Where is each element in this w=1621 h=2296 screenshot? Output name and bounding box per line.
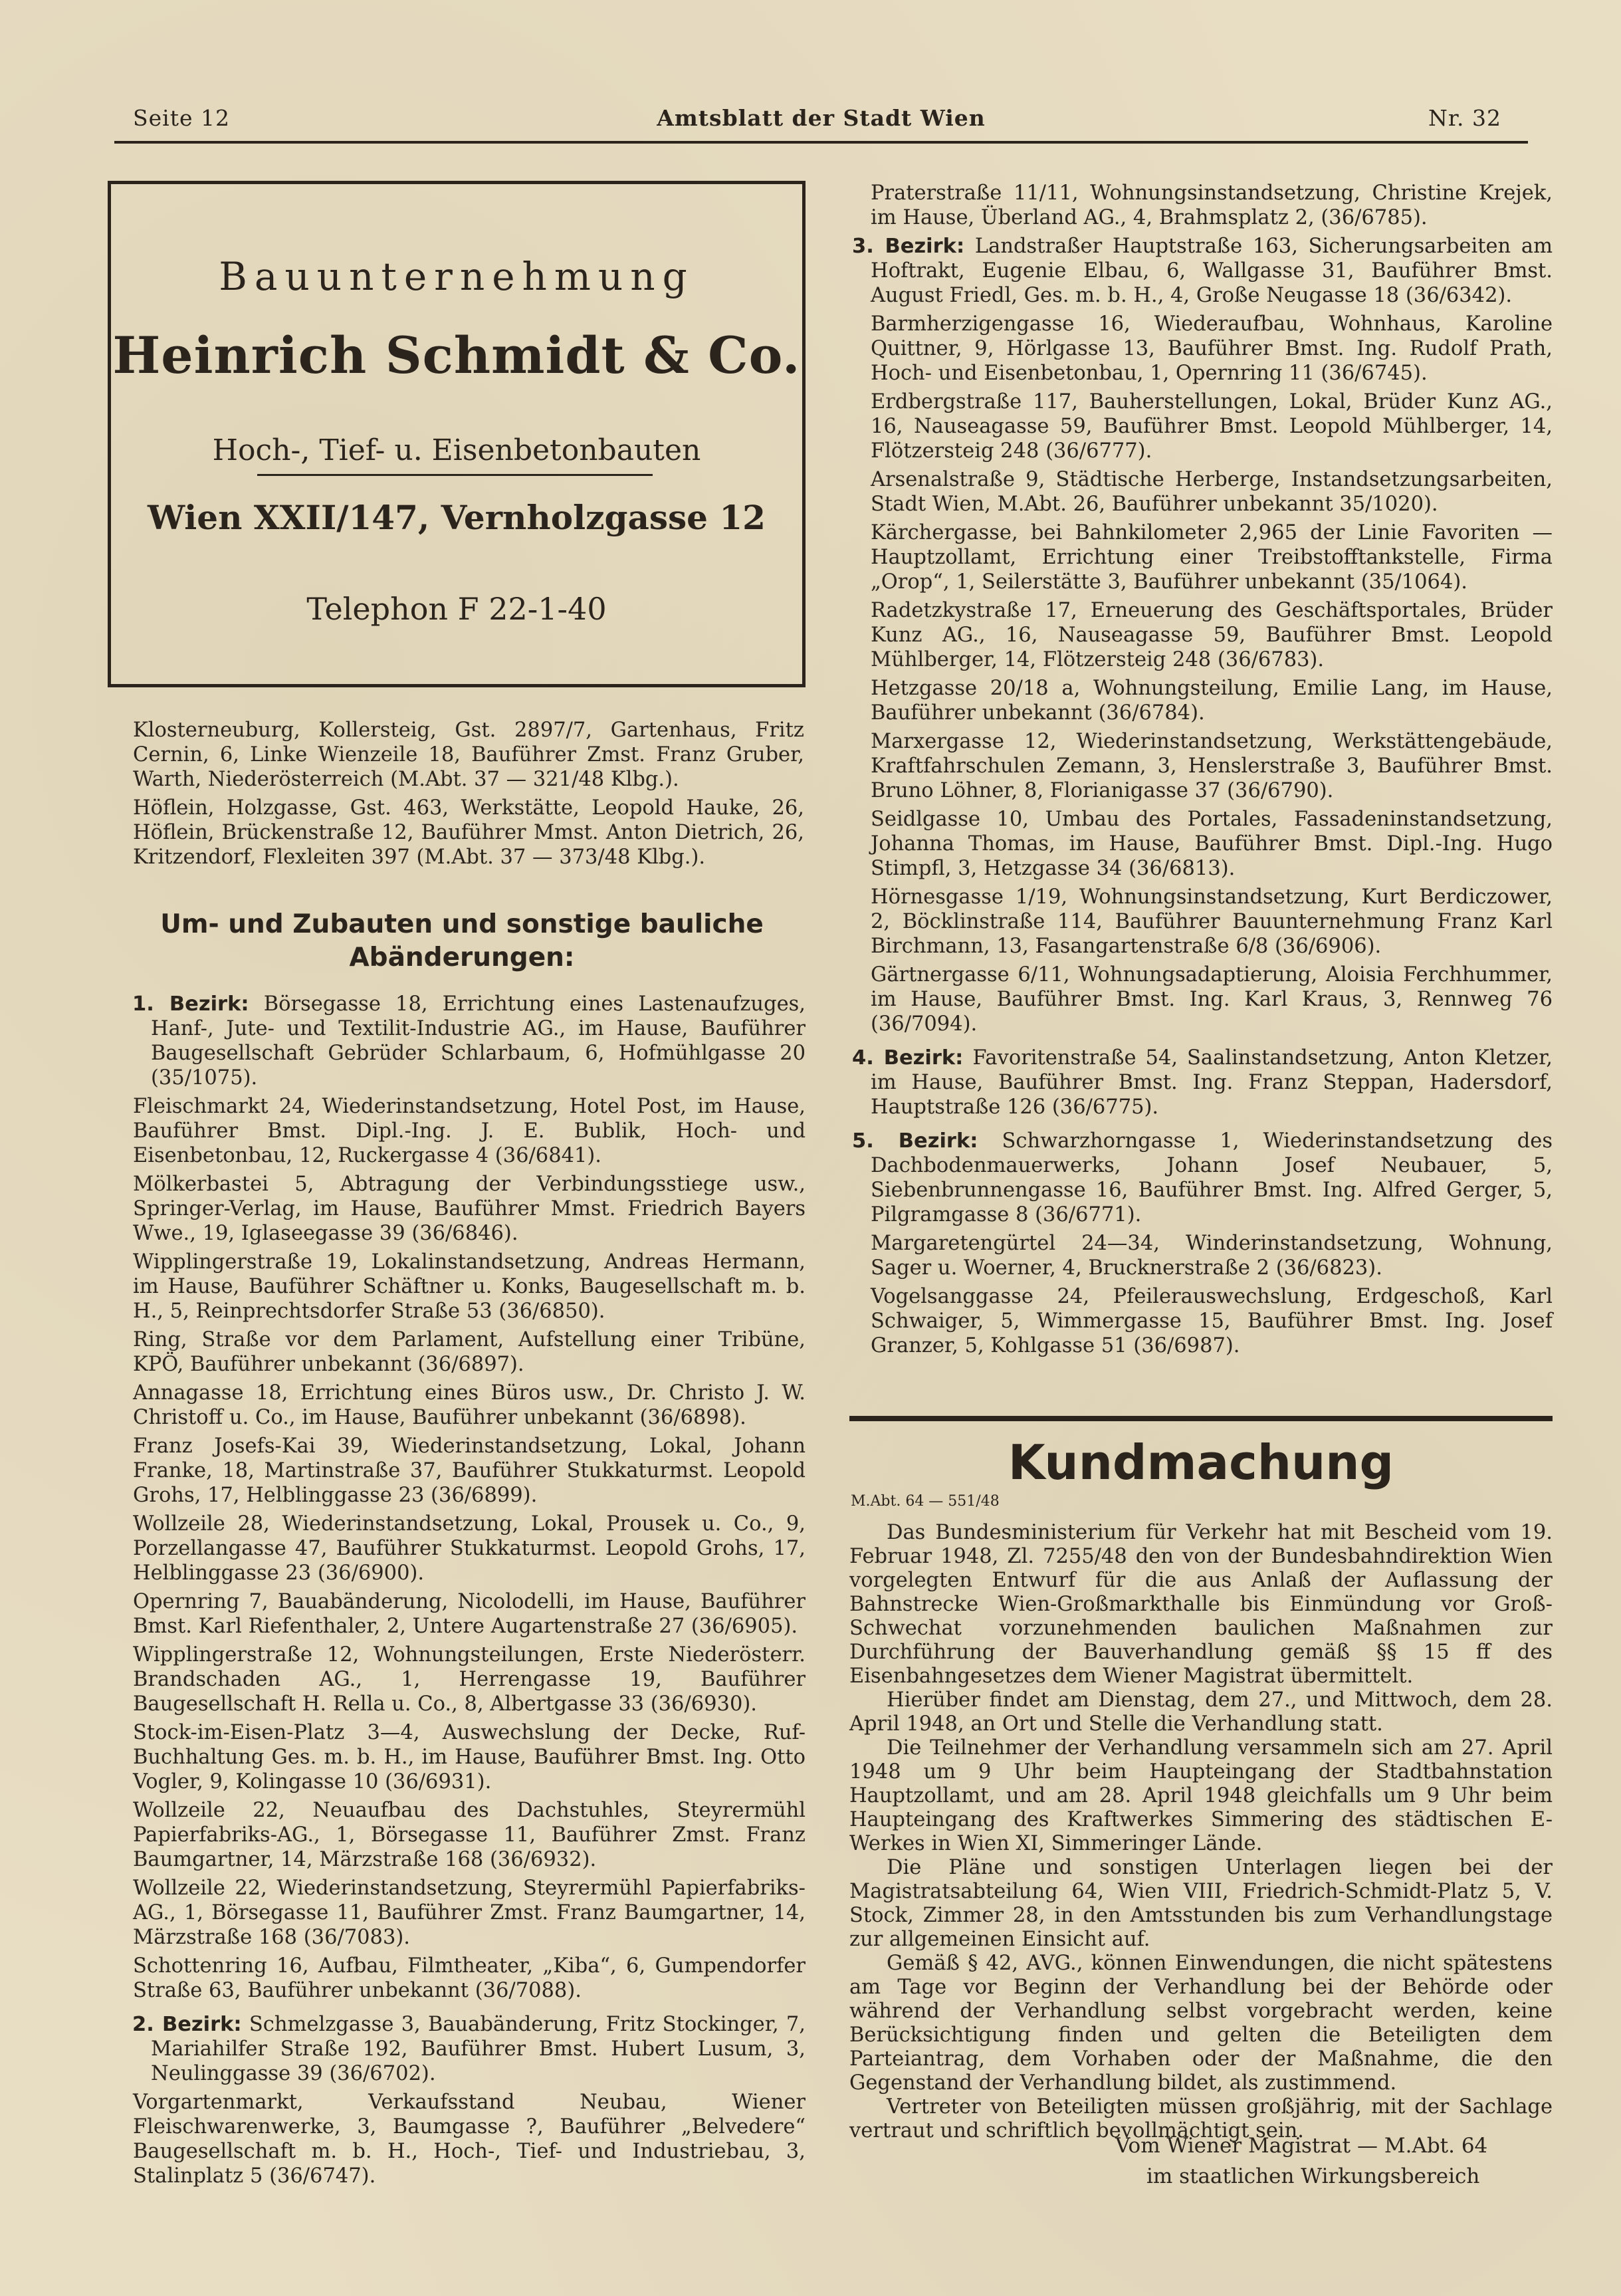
list-item: Radetzkystraße 17, Erneuerung des Geschäftsportales, Brüder Kunz AG., 16, Nauseagasse 59, Bauführer Bmst. Leopold Mühlberger, 14, Flötzersteig 248 (36/6783). bbox=[871, 599, 1553, 671]
list-item: Franz Josefs-Kai 39, Wiederinstandsetzung, Lokal, Johann Franke, 18, Martinstraße 37, Bauführer Stukkaturmst. Leopold Grohs, 17, Helblinggasse 23 (36/6899). bbox=[133, 1435, 806, 1507]
ad-underline bbox=[257, 474, 653, 476]
list-item: Wollzeile 22, Neuaufbau des Dachstuhles, Steyrermühl Papierfabriks-AG., 1, Börsegasse 11, Bauführer Zmst. Franz Baumgartner, 14, Märzstraße 168 (36/6932). bbox=[133, 1799, 806, 1871]
bezirk-5-first-text: Schwarzhorngasse 1, Wiederinstandsetzung des Dachbodenmauerwerks, Johann Josef Neubauer, 5, Siebenbrunnengasse 16, Bauführer Bmst. Ing. Alfred Gerger, 5, Pilgramgasse 8 (36/6771). bbox=[871, 1129, 1553, 1226]
section-heading: Um- und Zubauten und sonstige bauliche Abänderungen: bbox=[160, 909, 764, 973]
list-item: Marxergasse 12, Wiederinstandsetzung, Werkstättengebäude, Kraftfahrschulen Zemann, 3, Henslerstraße 3, Bauführer Bmst. Bruno Löhner, 8, Florianigasse 37 (36/6790). bbox=[871, 730, 1553, 802]
list-item: Wipplingerstraße 12, Wohnungsteilungen, Erste Niederösterr. Brandschaden AG., 1, Herrengasse 19, Bauführer Baugesellschaft H. Rella u. Co., 8, Albertgasse 33 (36/6930). bbox=[133, 1643, 806, 1716]
ad-telephone: Telephon F 22-1-40 bbox=[306, 591, 607, 627]
advertisement-box bbox=[108, 181, 806, 687]
bezirk-1-first bbox=[114, 992, 806, 1090]
bezirk-5-label: 5. Bezirk: bbox=[852, 1129, 978, 1153]
ad-address: Wien XXII/147, Vernholzgasse 12 bbox=[148, 498, 766, 537]
ad-line-3: Hoch-, Tief- u. Eisenbetonbauten bbox=[212, 433, 701, 467]
list-item: Mölkerbastei 5, Abtragung der Verbindungsstiege usw., Springer-Verlag, im Hause, Bauführer Mmst. Friedrich Bayers Wwe., 19, Iglaseegasse 39 (36/6846). bbox=[133, 1173, 806, 1245]
bezirk-2-first bbox=[114, 2012, 806, 2086]
list-item: Seidlgasse 10, Umbau des Portales, Fassadeninstandsetzung, Johanna Thomas, im Hause, Bauführer Bmst. Dipl.-Ing. Hugo Stimpfl, 3, Hetzgasse 34 (36/6813). bbox=[871, 808, 1553, 880]
bezirk-1-label: 1. Bezirk: bbox=[132, 992, 249, 1016]
right-column-entries bbox=[849, 181, 1553, 1358]
bezirk-2-first-text: Schmelzgasse 3, Bauabänderung, Fritz Stockinger, 7, Mariahilfer Straße 192, Bauführer Bmst. Hubert Lusum, 3, Neulinggasse 39 (36/6702). bbox=[151, 2013, 806, 2085]
paragraph: Gemäß § 42, AVG., können Einwendungen, die nicht spätestens am Tage vor Beginn der Verhandlung bei der Behörde oder während der Verhandlung selbst vorgebracht werden, keine Berücksichtigung finden und gelten die Beteiligten dem Parteiantrag, dem Vorhaben oder der Maßnahme, die den Gegenstand der Verhandlung bildet, als zustimmend. bbox=[849, 1952, 1553, 2095]
paragraph: Das Bundesministerium für Verkehr hat mit Bescheid vom 19. Februar 1948, Zl. 7255/48 den von der Bundesbahndirektion Wien vorgelegten Entwurf für die aus Anlaß der Auflassung der Bahnstrecke Wien-Großmarkthalle bis Einmündung vor Groß-Schwechat vorzunehmenden baulichen Maßnahmen zur Durchführung der Bauverhandlung gemäß §§ 15 ff des Eisenbahngesetzes dem Wiener Magistrat übermittelt. bbox=[849, 1521, 1553, 1688]
bezirk-4-first bbox=[849, 1046, 1553, 1119]
list-item: Vogelsanggasse 24, Pfeilerauswechslung, Erdgeschoß, Karl Schwaiger, 5, Wimmergasse 15, Bauführer Bmst. Ing. Josef Granzer, 5, Kohlgasse 51 (36/6987). bbox=[871, 1285, 1553, 1357]
list-item: Gärtnergasse 6/11, Wohnungsadaptierung, Aloisia Ferchhummer, im Hause, Bauführer Bmst. Ing. Karl Kraus, 3, Rennweg 76 (36/7094). bbox=[871, 963, 1553, 1036]
list-item: Barmherzigengasse 16, Wiederaufbau, Wohnhaus, Karoline Quittner, 9, Hörlgasse 13, Bauführer Bmst. Ing. Rudolf Prath, Hoch- und Eisenbetonbau, 1, Opernring 11 (36/6745). bbox=[871, 312, 1553, 385]
bezirk-3-first-text: Landstraßer Hauptstraße 163, Sicherungsarbeiten am Hoftrakt, Eugenie Elbau, 6, Wallgasse 31, Bauführer Bmst. August Friedl, Ges. m. b. H., 4, Große Neugasse 18 (36/6342). bbox=[871, 235, 1553, 307]
kundmachung-ref: M.Abt. 64 — 551/48 bbox=[851, 1493, 1000, 1510]
bezirk-3-first bbox=[849, 234, 1553, 308]
list-item: Stock-im-Eisen-Platz 3—4, Auswechslung der Decke, Ruf-Buchhaltung Ges. m. b. H., im Hause, Bauführer Bmst. Ing. Otto Vogler, 9, Kolingasse 10 (36/6931). bbox=[133, 1721, 806, 1793]
entry: Klosterneuburg, Kollersteig, Gst. 2897/7, Gartenhaus, Fritz Cernin, 6, Linke Wienzeile 18, Bauführer Zmst. Franz Gruber, Warth, Niederösterreich (M.Abt. 37 — 321/48 Klbg.). bbox=[133, 719, 804, 791]
kundmachung-title: Kundmachung bbox=[1008, 1435, 1394, 1490]
bezirk-1-first-text: Börsegasse 18, Errichtung eines Lastenaufzuges, Hanf-, Jute- und Textilit-Industrie AG., im Hause, Bauführer Baugesellschaft Gebrüder Schlarbaum, 6, Hofmühlgasse 20 (35/1075). bbox=[151, 992, 806, 1090]
bezirk-1 bbox=[114, 992, 806, 2188]
bezirk-5-first bbox=[849, 1129, 1553, 1227]
list-item: Wollzeile 28, Wiederinstandsetzung, Lokal, Prousek u. Co., 9, Porzellangasse 47, Bauführer Stukkaturmst. Leopold Grohs, 17, Helblinggasse 23 (36/6900). bbox=[133, 1512, 806, 1585]
ad-company-name: Heinrich Schmidt & Co. bbox=[112, 326, 801, 385]
list-item: Annagasse 18, Errichtung eines Büros usw., Dr. Christo J. W. Christoff u. Co., im Hause, Bauführer unbekannt (36/6898). bbox=[133, 1381, 806, 1429]
entry: Höflein, Holzgasse, Gst. 463, Werkstätte, Leopold Hauke, 26, Höflein, Brückenstraße 12, Bauführer Mmst. Anton Dietrich, 26, Kritzendorf, Flexleiten 397 (M.Abt. 37 — 373/48 Klbg.). bbox=[133, 796, 804, 869]
paragraph: Hierüber findet am Dienstag, dem 27., und Mittwoch, dem 28. April 1948, an Ort und Stelle die Verhandlung statt. bbox=[849, 1688, 1553, 1736]
signature-line-1: Vom Wiener Magistrat — M.Abt. 64 bbox=[1115, 2134, 1488, 2158]
paragraph: Die Teilnehmer der Verhandlung versammeln sich am 27. April 1948 um 9 Uhr beim Haupteingang der Stadtbahnstation Hauptzollamt, und am 28. April 1948 gleichfalls um 9 Uhr beim Haupteingang des Kraftwerkes Simmering des städtischen E-Werkes in Wien XI, Simmeringer Lände. bbox=[849, 1736, 1553, 1855]
signature-line-2: im staatlichen Wirkungsbereich bbox=[1146, 2164, 1480, 2188]
kundmachung-body bbox=[849, 1521, 1553, 2143]
list-item: Hörnesgasse 1/19, Wohnungsinstandsetzung, Kurt Berdiczower, 2, Böcklinstraße 114, Bauführer Bauunternehmung Franz Karl Birchmann, 13, Fasangartenstraße 6/8 (36/6906). bbox=[871, 885, 1553, 958]
bezirk-4-first-text: Favoritenstraße 54, Saalinstandsetzung, Anton Kletzer, im Hause, Bauführer Bmst. Ing. Franz Steppan, Hadersdorf, Hauptstraße 126 (36/6775). bbox=[871, 1046, 1553, 1119]
list-item: Vorgartenmarkt, Verkaufsstand Neubau, Wiener Fleischwarenwerke, 3, Baumgasse ?, Bauführer „Belvedere“ Baugesellschaft m. b. H., Hoch-, Tief- und Industriebau, 3, Stalinplatz 5 (36/6747). bbox=[133, 2091, 806, 2188]
list-item: Kärchergasse, bei Bahnkilometer 2,965 der Linie Favoriten —Hauptzollamt, Errichtung einer Treibstofftankstelle, Firma „Orop“, 1, Seilerstätte 3, Bauführer unbekannt (35/1064). bbox=[871, 521, 1553, 594]
list-item: Fleischmarkt 24, Wiederinstandsetzung, Hotel Post, im Hause, Bauführer Bmst. Dipl.-Ing. J. E. Bublik, Hoch- und Eisenbetonbau, 12, Ruckergasse 4 (36/6841). bbox=[133, 1095, 806, 1167]
left-top-entries bbox=[133, 718, 804, 869]
paragraph: Vertreter von Beteiligten müssen großjährig, mit der Sachlage vertraut und schriftlich bevollmächtigt sein. bbox=[849, 2095, 1553, 2142]
bezirk-2-label: 2. Bezirk: bbox=[132, 2013, 242, 2036]
section-divider bbox=[849, 1416, 1553, 1421]
bezirk-3-label: 3. Bezirk: bbox=[852, 235, 965, 258]
list-item: Erdbergstraße 117, Bauherstellungen, Lokal, Brüder Kunz AG., 16, Nauseagasse 59, Bauführer Bmst. Leopold Mühlberger, 14, Flötzersteig 248 (36/6777). bbox=[871, 390, 1553, 463]
issue-number: Nr. 32 bbox=[1428, 105, 1501, 131]
list-item: Wipplingerstraße 19, Lokalinstandsetzung, Andreas Hermann, im Hause, Bauführer Schäftner u. Konks, Baugesellschaft m. b. H., 5, Reinprechtsdorfer Straße 53 (36/6850). bbox=[133, 1250, 806, 1323]
list-item: Wollzeile 22, Wiederinstandsetzung, Steyrermühl Papierfabriks-AG., 1, Börsegasse 11, Bauführer Zmst. Franz Baumgartner, 14, Märzstraße 168 (36/7083). bbox=[133, 1877, 806, 1949]
ad-line-1: Bauunternehmung bbox=[219, 254, 695, 299]
list-item: Praterstraße 11/11, Wohnungsinstandsetzung, Christine Krejek, im Hause, Überland AG., 4, Brahmsplatz 2, (36/6785). bbox=[871, 181, 1553, 229]
list-item: Schottenring 16, Aufbau, Filmtheater, „Kiba“, 6, Gumpendorfer Straße 63, Bauführer unbekannt (36/7088). bbox=[133, 1954, 806, 2002]
page-header bbox=[114, 105, 1528, 138]
list-item: Margaretengürtel 24—34, Winderinstandsetzung, Wohnung, Sager u. Woerner, 4, Brucknerstraße 2 (36/6823). bbox=[871, 1232, 1553, 1280]
list-item: Ring, Straße vor dem Parlament, Aufstellung einer Tribüne, KPÖ, Bauführer unbekannt (36/6897). bbox=[133, 1328, 806, 1376]
header-rule bbox=[114, 141, 1528, 144]
page-number: Seite 12 bbox=[133, 105, 230, 131]
list-item: Hetzgasse 20/18 a, Wohnungsteilung, Emilie Lang, im Hause, Bauführer unbekannt (36/6784). bbox=[871, 677, 1553, 725]
bezirk-4-label: 4. Bezirk: bbox=[852, 1046, 964, 1070]
publication-title: Amtsblatt der Stadt Wien bbox=[657, 105, 986, 131]
list-item: Opernring 7, Bauabänderung, Nicolodelli, im Hause, Bauführer Bmst. Karl Riefenthaler, 2, Untere Augartenstraße 27 (36/6905). bbox=[133, 1590, 806, 1638]
list-item: Arsenalstraße 9, Städtische Herberge, Instandsetzungsarbeiten, Stadt Wien, M.Abt. 26, Bauführer unbekannt 35/1020). bbox=[871, 468, 1553, 516]
paragraph: Die Pläne und sonstigen Unterlagen liegen bei der Magistratsabteilung 64, Wien VIII, Friedrich-Schmidt-Platz 5, V. Stock, Zimmer 28, in den Amtsstunden bis zum Verhandlungstage zur allgemeinen Einsicht auf. bbox=[849, 1856, 1553, 1951]
